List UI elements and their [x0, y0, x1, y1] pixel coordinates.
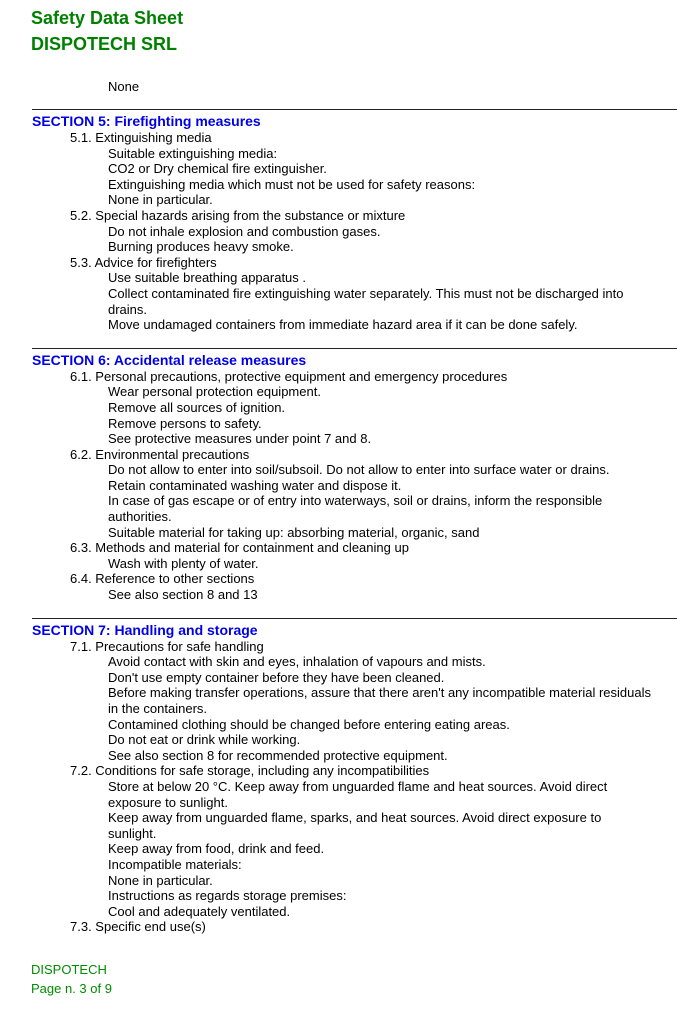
section-heading: SECTION 5: Firefighting measures [32, 113, 261, 129]
subsection-text: Wash with plenty of water. [108, 555, 259, 571]
subsection-text: Cool and adequately ventilated. [108, 903, 291, 919]
subsection-text: None in particular. [108, 872, 213, 888]
section-divider [32, 348, 677, 349]
subsection-text: Wear personal protection equipment. [108, 384, 321, 400]
subsection-text: Contamined clothing should be changed before entering eating areas. [108, 716, 510, 732]
subsection-label: 6.2. Environmental precautions [70, 446, 250, 462]
document-title: Safety Data Sheet [31, 8, 184, 28]
subsection-text: See also section 8 and 13 [108, 587, 258, 603]
section-7 [0, 618, 677, 935]
subsection-text: In case of gas escape or of entry into waterways, soil or drains, inform the responsible authorities. [108, 493, 603, 525]
subsection-text: Do not inhale explosion and combustion gases. [108, 223, 381, 239]
subsection-text: Do not allow to enter into soil/subsoil. Do not allow to enter into surface water or drains. [108, 462, 610, 478]
subsection-label: 6.1. Personal precautions, protective equipment and emergency procedures [70, 368, 508, 384]
section-divider [32, 109, 677, 110]
section-heading: SECTION 6: Accidental release measures [32, 351, 307, 368]
subsection-label: 6.4. Reference to other sections [70, 571, 255, 587]
subsection-text: Burning produces heavy smoke. [108, 239, 294, 255]
subsection-label: 7.2. Conditions for safe storage, including any incompatibilities [70, 763, 430, 779]
subsection-text: See also section 8 for recommended protective equipment. [108, 747, 448, 763]
subsection-text: Keep away from food, drink and feed. [108, 841, 325, 857]
subsection-text: Don't use empty container before they have been cleaned. [108, 669, 445, 685]
subsection-text: Move undamaged containers from immediate hazard area if it can be done safely. [108, 317, 578, 333]
subsection-text: CO2 or Dry chemical fire extinguisher. [108, 161, 327, 177]
subsection-text: Store at below 20 °C. Keep away from unguarded flame and heat sources. Avoid direct exposure to sunlight. [108, 778, 608, 810]
subsection-text: Suitable extinguishing media: [108, 145, 278, 161]
company-name: DISPOTECH SRL [31, 34, 178, 54]
subsection-text: Extinguishing media which must not be used for safety reasons: [108, 176, 476, 192]
subsection-label: 5.3. Advice for firefighters [70, 254, 217, 270]
subsection-text: Keep away from unguarded flame, sparks, and heat sources. Avoid direct exposure to sunlight. [108, 810, 602, 841]
footer-page-number: Page n. 3 of 9 [31, 981, 112, 996]
subsection-label: 7.3. Specific end use(s) [70, 919, 206, 935]
carryover-text: None [108, 79, 140, 94]
subsection-text: Incompatible materials: [108, 856, 242, 872]
section-divider [32, 618, 677, 619]
subsection-text: See protective measures under point 7 and 8. [108, 431, 372, 447]
document-body [0, 94, 677, 935]
subsection-text: Use suitable breathing apparatus . [108, 270, 307, 286]
section-heading: SECTION 7: Handling and storage [32, 621, 258, 638]
subsection-text: Remove all sources of ignition. [108, 399, 286, 415]
section-5 [0, 109, 677, 333]
subsection-text: Collect contaminated fire extinguishing water separately. This must not be discharged into drains. [108, 285, 624, 317]
subsection-text: None in particular. [108, 192, 213, 208]
subsection-text: Instructions as regards storage premises: [108, 888, 347, 904]
subsection-text: Do not eat or drink while working. [108, 732, 301, 748]
subsection-label: 7.1. Precautions for safe handling [70, 638, 264, 654]
subsection-label: 5.2. Special hazards arising from the substance or mixture [70, 207, 406, 223]
subsection-text: Avoid contact with skin and eyes, inhalation of vapours and mists. [108, 654, 486, 670]
subsection-text: Retain contaminated washing water and dispose it. [108, 477, 402, 493]
subsection-text: Suitable material for taking up: absorbing material, organic, sand [108, 524, 480, 540]
footer-company: DISPOTECH [31, 962, 107, 977]
subsection-text: Remove persons to safety. [108, 415, 262, 431]
subsection-text: Before making transfer operations, assure that there aren't any incompatible material residuals in the containers. [108, 685, 651, 716]
subsection-label: 6.3. Methods and material for containment and cleaning up [70, 540, 409, 556]
section-6 [0, 348, 677, 603]
subsection-label: 5.1. Extinguishing media [70, 130, 212, 145]
